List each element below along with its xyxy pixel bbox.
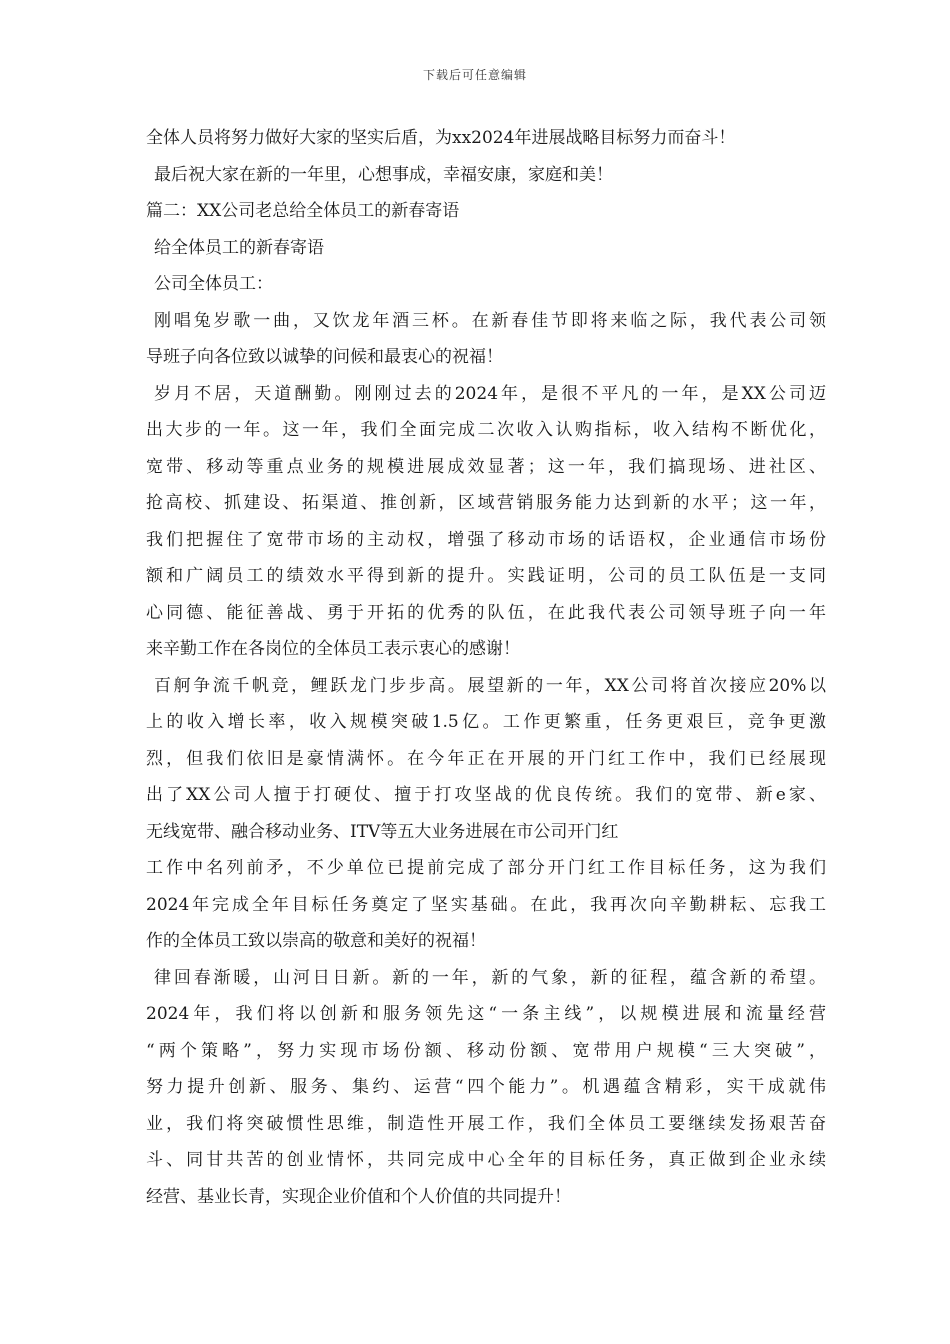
text-line: 2024年，我们将以创新和服务领先这“一条主线”，以规模进展和流量经营 — [146, 1004, 826, 1024]
document-body — [146, 120, 826, 1215]
text-line: 作的全体员工致以崇高的敬意和美好的祝福！ — [146, 931, 486, 951]
text-line: 业，我们将突破惯性思维，制造性开展工作，我们全体员工要继续发扬艰苦奋 — [146, 1113, 826, 1134]
header-note: 下载后可任意编辑 — [422, 68, 527, 82]
text-line: 无线宽带、融合移动业务、ITV等五大业务进展在市公司开门红 — [146, 821, 619, 842]
text-line: 出了XX公司人擅于打硬仗、擅于打攻坚战的优良传统。我们的宽带、新e家、 — [146, 785, 826, 805]
text-line: 刚唱兔岁歌一曲，又饮龙年酒三杯。在新春佳节即将来临之际，我代表公司领 — [154, 310, 826, 331]
text-line: 工作中名列前矛，不少单位已提前完成了部分开门红工作目标任务，这为我们 — [146, 858, 826, 878]
text-line: 来辛勤工作在各岗位的全体员工表示衷心的感谢！ — [146, 639, 520, 659]
text-line: 烈，但我们依旧是豪情满怀。在今年正在开展的开门红工作中，我们已经展现 — [146, 748, 826, 769]
text-line: 百舸争流千帆竞，鲤跃龙门步步高。展望新的一年，XX公司将首次接应20%以 — [154, 675, 826, 696]
text-line: 宽带、移动等重点业务的规模进展成效显著；这一年，我们搞现场、进社区、 — [146, 456, 826, 477]
text-line: 心同德、能征善战、勇于开拓的优秀的队伍，在此我代表公司领导班子向一年 — [146, 602, 826, 623]
text-line: 斗、同甘共苦的创业情怀，共同完成中心全年的目标任务，真正做到企业永续 — [146, 1150, 826, 1170]
text-line: “两个策略”，努力实现市场份额、移动份额、宽带用户规模“三大突破”， — [146, 1040, 826, 1061]
text-line: 给全体员工的新春寄语 — [154, 237, 324, 258]
text-line: 抢高校、抓建设、拓渠道、推创新，区域营销服务能力达到新的水平；这一年， — [146, 493, 826, 513]
text-line: 公司全体员工： — [154, 274, 273, 294]
text-line: 律回春渐暖，山河日日新。新的一年，新的气象，新的征程，蕴含新的希望。 — [154, 967, 826, 988]
text-line: 额和广阔员工的绩效水平得到新的提升。实践证明，公司的员工队伍是一支同 — [146, 566, 826, 586]
text-line: 努力提升创新、服务、集约、运营“四个能力”。机遇蕴含精彩，实干成就伟 — [146, 1077, 826, 1097]
text-line: 篇二：XX公司老总给全体员工的新春寄语 — [146, 201, 460, 221]
text-line: 出大步的一年。这一年，我们全面完成二次收入认购指标，收入结构不断优化， — [146, 420, 826, 440]
text-line: 导班子向各位致以诚挚的问候和最衷心的祝福！ — [146, 347, 503, 367]
text-line: 全体人员将努力做好大家的坚实后盾，为xx2024年进展战略目标努力而奋斗！ — [146, 128, 736, 148]
text-line: 上的收入增长率，收入规模突破1.5亿。工作更繁重，任务更艰巨，竞争更激 — [146, 712, 826, 732]
text-line: 经营、基业长青，实现企业价值和个人价值的共同提升！ — [146, 1186, 571, 1207]
text-line: 我们把握住了宽带市场的主动权，增强了移动市场的话语权，企业通信市场份 — [146, 529, 826, 550]
text-line: 最后祝大家在新的一年里，心想事成，幸福安康，家庭和美！ — [154, 164, 613, 185]
text-line: 岁月不居，天道酬勤。刚刚过去的2024年，是很不平凡的一年，是XX公司迈 — [154, 383, 826, 404]
text-line: 2024年完成全年目标任务奠定了坚实基础。在此，我再次向辛勤耕耘、忘我工 — [146, 894, 826, 915]
